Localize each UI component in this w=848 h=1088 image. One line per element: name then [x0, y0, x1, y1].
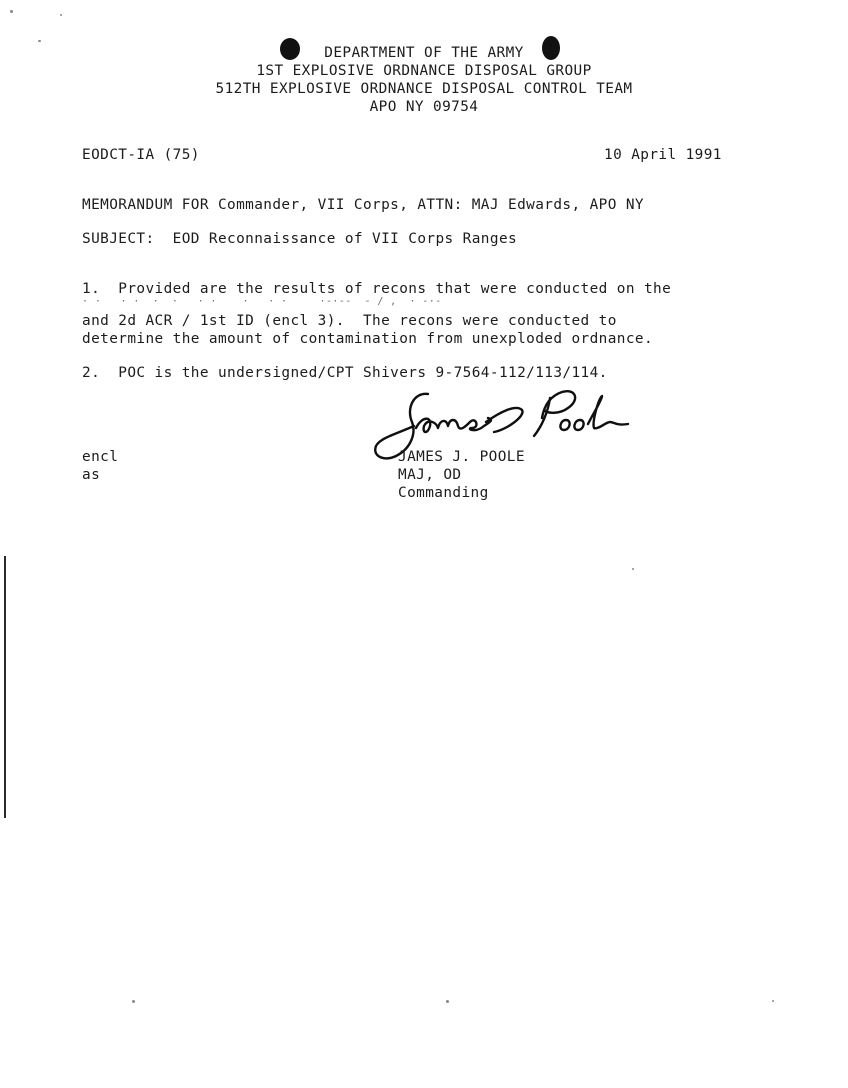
scan-edge-line [4, 556, 6, 818]
scan-speck [38, 40, 41, 42]
subject-line: SUBJECT: EOD Reconnaissance of VII Corps Ranges [82, 231, 518, 247]
scan-speck [132, 1000, 135, 1003]
scan-speck [446, 1000, 449, 1003]
paragraph-1-line-3: and 2d ACR / 1st ID (encl 3). The recons were conducted to [82, 313, 617, 329]
enclosure-label: encl [82, 449, 119, 465]
scan-speck [632, 568, 634, 570]
paragraph-1-line-4: determine the amount of contamination from unexploded ordnance. [82, 331, 654, 347]
signer-name: JAMES J. POOLE [398, 449, 525, 465]
scan-speck [60, 14, 62, 16]
paragraph-1-line-1: 1. Provided are the results of recons that were conducted on the [82, 281, 672, 297]
enclosure-value: as [82, 467, 101, 483]
letterhead-department: DEPARTMENT OF THE ARMY [324, 45, 524, 61]
letterhead-address: APO NY 09754 [369, 99, 479, 115]
paragraph-1-redacted-line: · · · · · · · · · · · ·-·-- - / , · -·- [82, 296, 442, 307]
signer-rank: MAJ, OD [398, 467, 462, 483]
scan-speck [772, 1000, 774, 1002]
letterhead-team: 512TH EXPLOSIVE ORDNANCE DISPOSAL CONTROL TEAM [215, 81, 633, 97]
scan-speck [10, 10, 13, 13]
memo-date: 10 April 1991 [604, 147, 722, 163]
office-symbol: EODCT-IA (75) [82, 147, 200, 163]
letterhead-group: 1ST EXPLOSIVE ORDNANCE DISPOSAL GROUP [256, 63, 592, 79]
paragraph-2: 2. POC is the undersigned/CPT Shivers 9-7564-112/113/114. [82, 365, 608, 381]
signer-title: Commanding [398, 485, 489, 501]
memorandum-for: MEMORANDUM FOR Commander, VII Corps, ATTN: MAJ Edwards, APO NY [82, 197, 644, 213]
